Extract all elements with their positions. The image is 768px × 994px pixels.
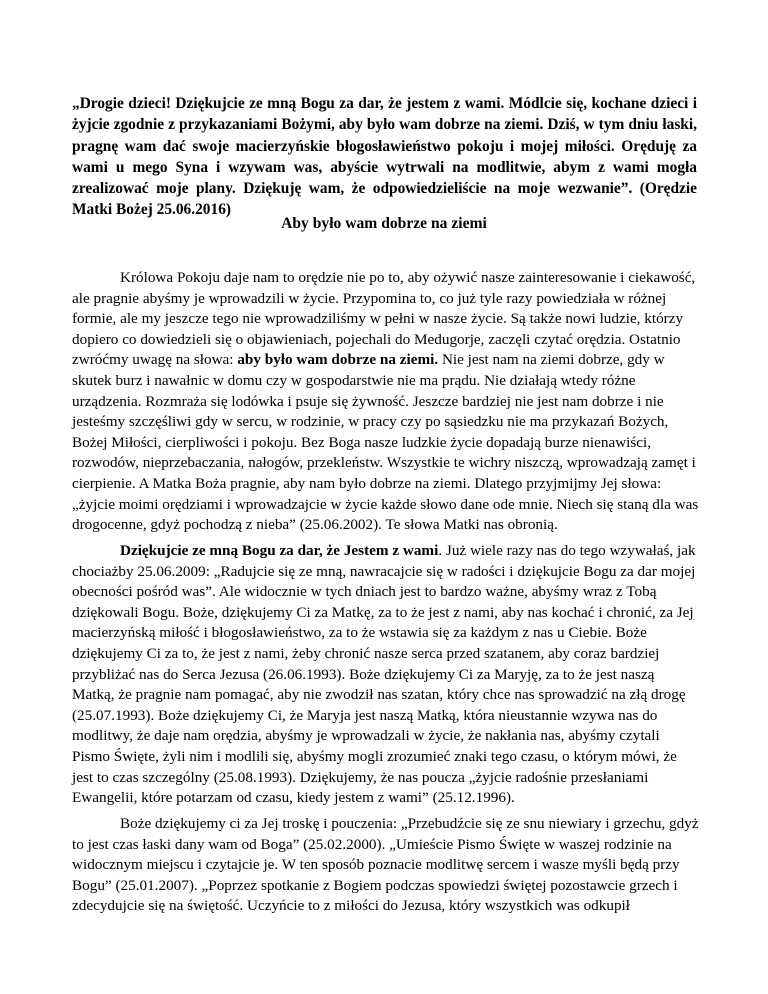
- paragraph-1: [72, 268, 700, 536]
- paragraph-1-text-a: Królowa Pokoju daje nam to orędzie nie po to, aby ożywić nasze zainteresowanie i ciekawość, ale pragnie abyśmy je wprowadzili w życie. Przypomina to, co już tyle razy powiedziała w różnej formie, ale my jeszcze tego nie wprowadziliśmy w pełni w nasze życie. Są także nowi ludzie, którzy dopiero co dowiedzieli się o objawieniach, pojechali do Medugorje, zaczęli czytać orędzia. Ostatnio zwróćmy uwagę na słowa:: [72, 269, 696, 369]
- paragraph-2-emphasis: Dziękujcie ze mną Bogu za dar, że Jestem z wami: [120, 542, 439, 559]
- paragraph-1-text-b: Nie jest nam na ziemi dobrze, gdy w skutek burz i nawałnic w domu czy w gospodarstwie nie ma prądu. Nie działają wtedy różne urządzenia. Rozmraża się lodówka i psuje się żywność. Jeszcze bardziej nie jest nam dobrze i nie jesteśmy szczęśliwi gdy w sercu, w rodzinie, w pracy czy po sąsiedzku nie ma przykazań Bożych, Bożej Miłości, cierpliwości i pokoju. Bez Boga nasze ludzkie życie dopadają burze nienawiści, rozwodów, nieprzebaczania, nałogów, przekleństw. Wszystkie te wichry niszczą, wprowadzają zamęt i cierpienie. A Matka Boża pragnie, aby nam było dobrze na ziemi. Dlatego przyjmijmy Jej słowa: „żyjcie moimi orędziami i wprowadzajcie w życie każde słowo dane ode mnie. Niech się staną dla was drogocenne, gdyż pochodzą z nieba” (25.06.2002). Te słowa Matki nas obronią.: [72, 351, 699, 534]
- section-title-text: Aby było wam dobrze na ziemi: [281, 215, 487, 232]
- message-quote: „Drogie dzieci! Dziękujcie ze mną Bogu za dar, że jestem z wami. Módlcie się, kochane dzieci i żyjcie zgodnie z przykazaniami Bożymi, aby było wam dobrze na ziemi. Dziś, w tym dniu łaski, pragnę wam dać swoje macierzyńskie błogosławieństwo pokoju i mojej miłości. Oręduję za wami u mego Syna i wzywam was, abyście wytrwali na modlitwie, abym z wami mogła zrealizować moje plany. Dziękuję wam, że odpowiedzieliście na moje wezwanie”. (Orędzie Matki Bożej 25.06.2016): [72, 95, 697, 219]
- section-title: [0, 215, 768, 233]
- paragraph-2: [72, 541, 700, 809]
- paragraph-3: Boże dziękujemy ci za Jej troskę i pouczenia: „Przebudźcie się ze snu niewiary i grzechu, gdyż to jest czas łaski dany wam od Boga” (25.02.2000). „Umieście Pismo Święte w waszej rodzinie na widocznym miejscu i czytajcie je. W ten sposób poznacie modlitwę sercem i wasze myśli będą przy Bogu” (25.01.2007). „Poprzez spotkanie z Bogiem podczas spowiedzi świętej pozostawcie grzech i zdecydujcie się na świętość. Uczyńcie to z miłości do Jezusa, który wszystkich was odkupił: [72, 815, 699, 915]
- paragraph-1-emphasis: aby było wam dobrze na ziemi.: [237, 351, 439, 369]
- paragraph-2-text: . Już wiele razy nas do tego wzywałaś, jak chociażby 25.06.2009: „Radujcie się ze mną, nawracajcie się w radości i dziękujcie Bogu za dar mojej obecności pośród was”. Ale widocznie w tych dniach jest to bardzo ważne, abyśmy wraz z Tobą dziękowali Bogu. Boże, dziękujemy Ci za Matkę, za to że jest z nami, aby nas kochać i chronić, za Jej macierzyńską miłość i błogosławieństwo, za to że wstawia się za każdym z nas u Ciebie. Boże dziękujemy Ci za to, że jest z nami, żeby chronić nasze serca przed szatanem, aby coraz bardziej przybliżać nas do Serca Jezusa (26.06.1993). Boże dziękujemy Ci za Maryję, za to że jest naszą Matką, że pragnie nam pomagać, aby nie zwodził nas szatan, który chce nas sprowadzić na złą drogę (25.07.1993). Boże dziękujemy Ci, że Maryja jest naszą Matką, która nieustannie wzywa nas do modlitwy, że daje nam orędzia, abyśmy je wprowadzali w życie, że nakłania nas, abyśmy czytali Pismo Święte, żyli nim i modlili się, abyśmy mogli zrozumieć znaki tego czasu, o którym mówi, że jest to czas szczególny (25.08.1993). Dziękujemy, że nas poucza „żyjcie radośnie przesłaniami Ewangelii, które potarzam od czasu, kiedy jestem z wami” (25.12.1996).: [72, 542, 696, 807]
